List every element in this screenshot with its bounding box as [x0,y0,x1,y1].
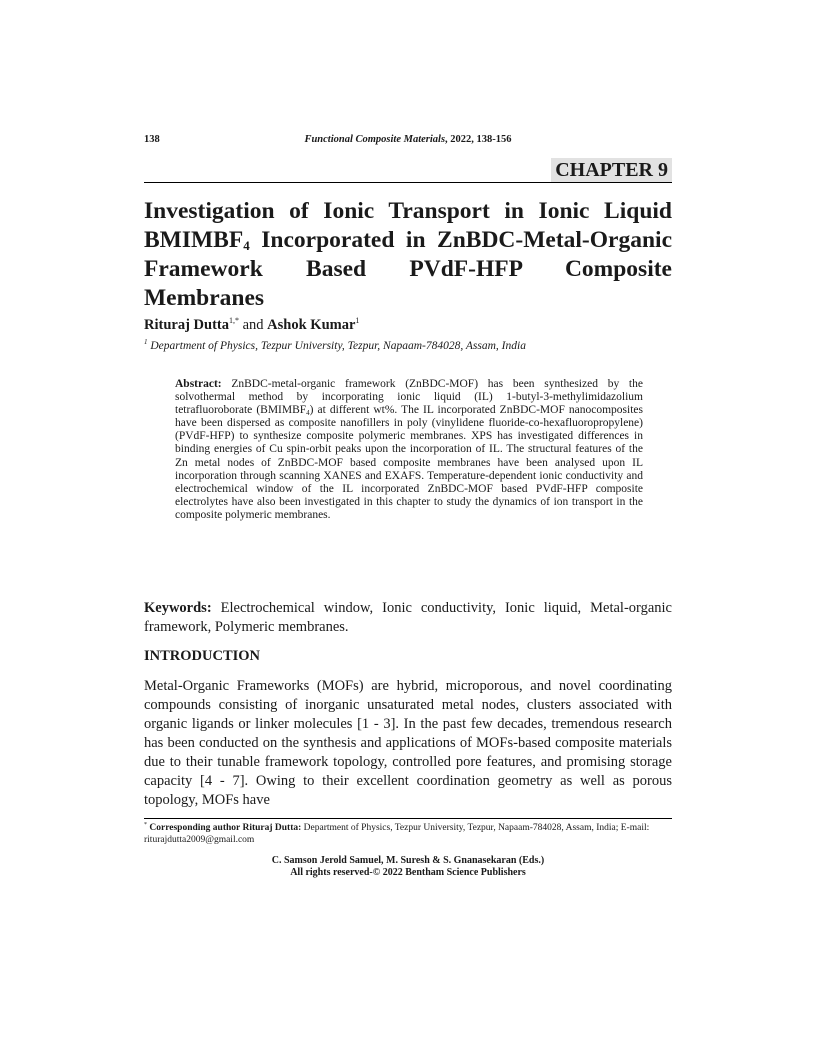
footnote [144,822,672,846]
body-paragraph: Metal-Organic Frameworks (MOFs) are hybrid, microporous, and novel coordinating compounds consisting of inorganic unsaturated metal nodes, clusters associated with organic ligands or linker molecules [1 - 3]. In the past few decades, tremendous research has been conducted on the synthesis and applications of MOFs-based composite materials due to their tunable framework topology, controlled pore features, and promising storage capacity [4 - 7]. Owing to their excellent coordination geometry as well as porous topology, MOFs have [144,678,672,808]
footnote-divider [144,818,672,819]
title-line-2-rest: Incorporated in ZnBDC-Metal-Organic [249,227,672,253]
title-line-4: Membranes [144,285,265,311]
editor-credits [144,855,672,879]
keywords [144,599,672,637]
keywords-label: Keywords: [144,600,212,616]
author-affiliation-mark: 1 [355,316,360,325]
abstract-text: ZnBDC-metal-organic framework (ZnBDC-MOF) has been synthesized by the solvothermal method by incorporating ionic liquid (IL) 1-butyl-3-methylimidazolium tetrafluoroborate (BMIMBF [175,378,643,417]
abstract [175,378,643,522]
affiliation-text: Department of Physics, Tezpur University, Tezpur, Napaam-784028, Assam, India [147,340,526,352]
editor-names: C. Samson Jerold Samuel, M. Suresh & S. Gnanasekaran (Eds.) [271,855,545,866]
journal-citation [144,134,672,145]
running-header [144,134,672,150]
affiliation [144,340,526,352]
affiliation-mark: 1 [144,338,148,346]
page-number: 138 [144,134,160,145]
chapter-divider [144,182,672,183]
footnote-mark: * [144,822,147,828]
title-subscript: 4 [243,238,250,253]
title-line-2 [144,226,672,255]
author-name: Ashok Kumar [267,317,356,333]
abstract-text-continued: ) at different wt%. The IL incorporated ZnBDC-MOF nanocomposites have been dispersed as composite nanofillers in poly (vinylidene fluoride-co-hexafluoropropylene) (PVdF-HFP) to synthesize composite polymeric membranes. XPS has investigated differences in binding energies of Cu spin-orbit peaks upon the incorporation of IL. The structural features of the Zn metal nodes of ZnBDC-MOF based composite membranes have been analysed upon IL incorporation through scanning XANES and EXAFS. Temperature-dependent ionic conductivity and electrochemical window of the IL incorporated ZnBDC-MOF based PVdF-HFP composite electrolytes have also been investigated in this chapter to study the dynamics of ion transport in the composite polymeric membranes. [175,404,643,521]
section-heading: INTRODUCTION [144,648,261,664]
keywords-text: Electrochemical window, Ionic conductivity, Ionic liquid, Metal-organic framework, Polymeric membranes. [144,600,672,635]
author-conjunction: and [238,317,268,333]
title-line-3: Framework Based PVdF-HFP Composite [144,256,672,282]
journal-details: , 2022, 138-156 [445,134,512,145]
journal-name: Functional Composite Materials [304,134,446,145]
abstract-label: Abstract: [175,378,222,390]
author-affiliation-mark: 1,* [228,316,239,325]
abstract-subscript: 4 [306,409,310,418]
chapter-label: CHAPTER 9 [551,158,672,182]
footnote-label: Corresponding author Rituraj Dutta: [147,823,302,833]
copyright-line: All rights reserved-© 2022 Bentham Science Publishers [290,867,526,878]
chapter-title [144,197,672,313]
title-compound: BMIMBF [144,227,244,253]
author-name: Rituraj Dutta [144,317,229,333]
title-line-1: Investigation of Ionic Transport in Ionic Liquid [144,198,672,224]
author-list [144,317,359,334]
footnote-text: Department of Physics, Tezpur University, Tezpur, Napaam-784028, Assam, India; E-mail: riturajdutta2009@gmail.com [144,823,650,845]
